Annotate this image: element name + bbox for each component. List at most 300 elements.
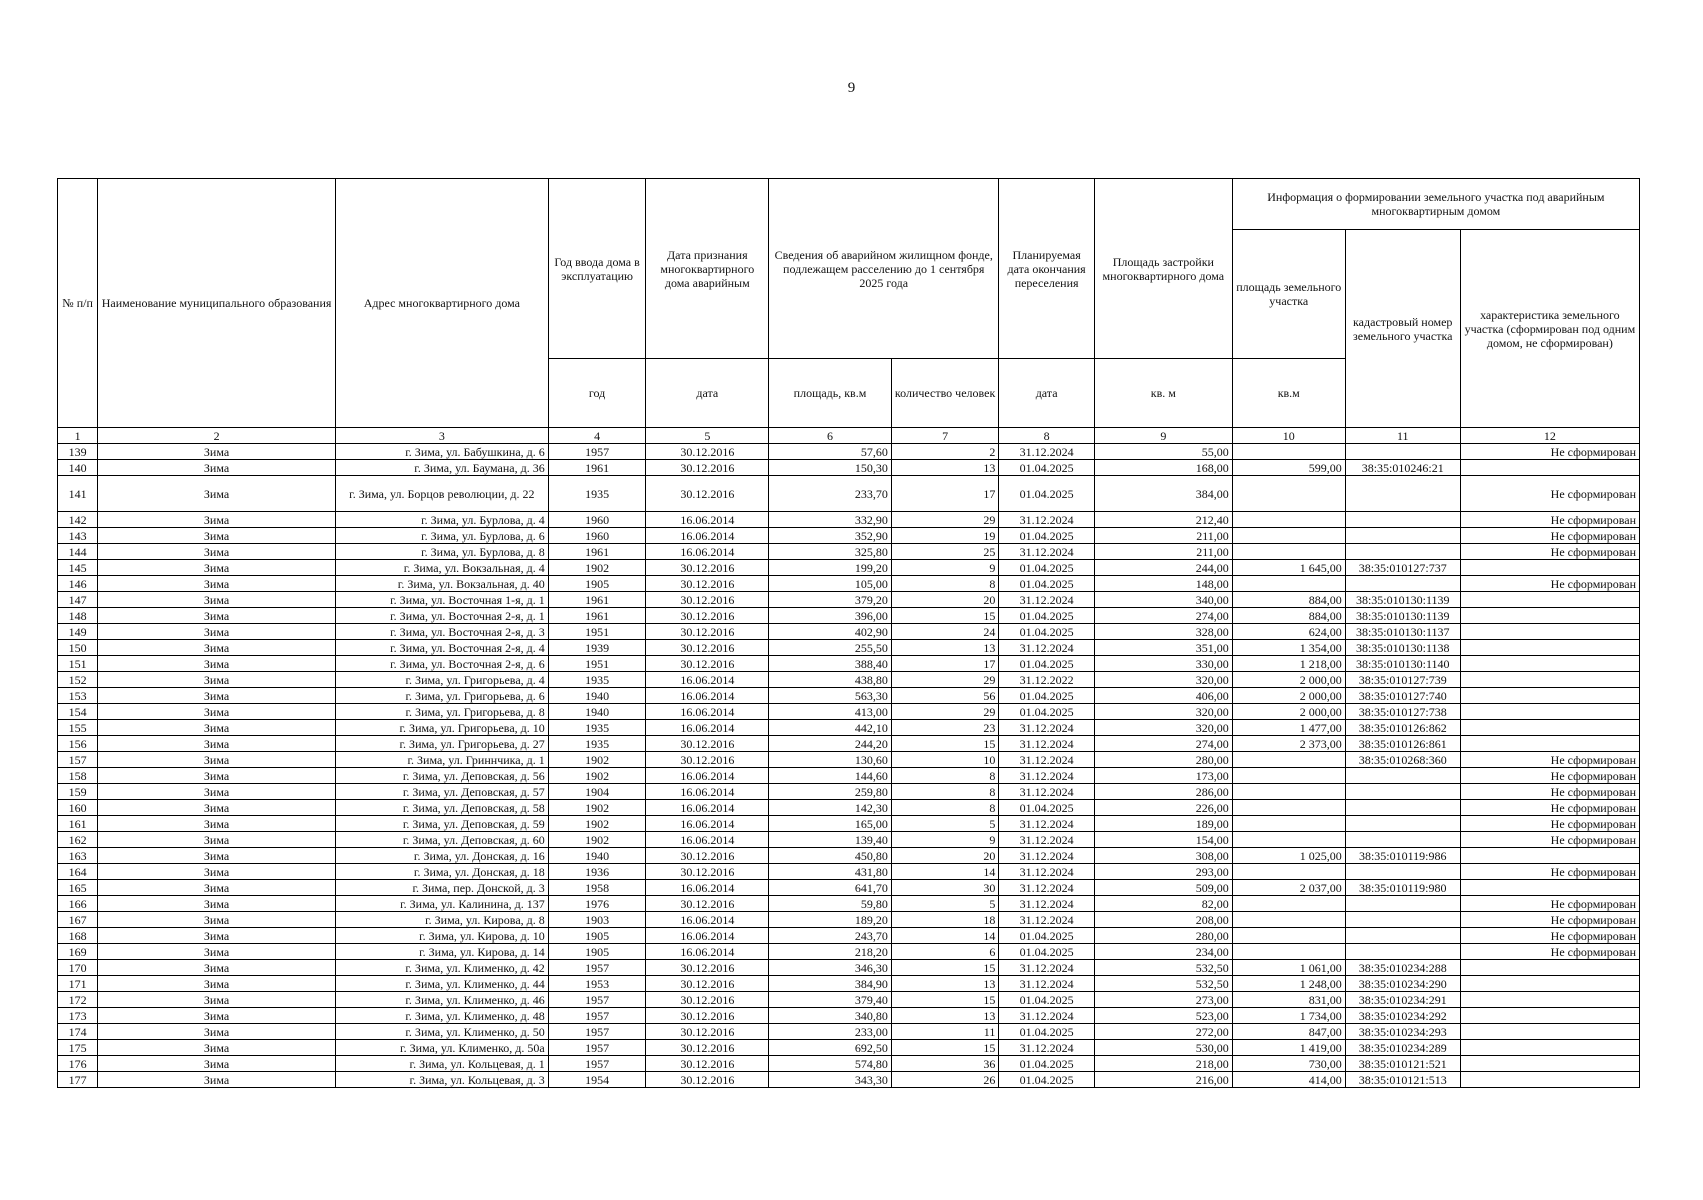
cell-municipality: Зима [98,608,336,624]
cell-area-sqm: 402,90 [769,624,892,640]
cell-row-num: 146 [58,576,98,592]
table-row [58,560,1640,576]
cell-building-area: 280,00 [1094,752,1232,768]
cell-land-status [1460,1024,1639,1040]
cell-cadastral-number: 38:35:010246:21 [1345,460,1460,476]
column-number-row [58,428,1640,444]
cell-building-area: 274,00 [1094,608,1232,624]
header-building-area: Площадь застройки многоквартирного дома [1094,179,1232,359]
cell-year-built: 1903 [548,912,646,928]
cell-planned-date: 01.04.2025 [999,1072,1095,1088]
cell-building-area: 530,00 [1094,1040,1232,1056]
cell-people-count: 15 [891,960,999,976]
cell-address: г. Зима, ул. Кирова, д. 8 [335,912,548,928]
cell-land-status [1460,848,1639,864]
cell-address: г. Зима, ул. Восточная 2-я, д. 4 [335,640,548,656]
table-row [58,576,1640,592]
column-number: 11 [1345,428,1460,444]
cell-year-built: 1954 [548,1072,646,1088]
page-number: 9 [847,80,856,96]
cell-land-area [1232,912,1345,928]
table-row [58,656,1640,672]
cell-municipality: Зима [98,976,336,992]
table-row [58,928,1640,944]
cell-building-area: 218,00 [1094,1056,1232,1072]
cell-year-built: 1902 [548,560,646,576]
table-row [58,672,1640,688]
cell-land-status [1460,976,1639,992]
cell-municipality: Зима [98,544,336,560]
cell-land-status [1460,672,1639,688]
cell-date-recognized: 16.06.2014 [646,944,769,960]
cell-land-area: 884,00 [1232,592,1345,608]
cell-land-area [1232,752,1345,768]
cell-planned-date: 01.04.2025 [999,528,1095,544]
cell-land-area [1232,864,1345,880]
cell-area-sqm: 352,90 [769,528,892,544]
cell-row-num: 158 [58,768,98,784]
cell-address: г. Зима, ул. Бурлова, д. 4 [335,512,548,528]
table-row [58,1056,1640,1072]
cell-land-area: 2 000,00 [1232,688,1345,704]
column-number: 7 [891,428,999,444]
table-row [58,976,1640,992]
cell-row-num: 172 [58,992,98,1008]
cell-municipality: Зима [98,816,336,832]
cell-cadastral-number: 38:35:010130:1137 [1345,624,1460,640]
cell-row-num: 139 [58,444,98,460]
cell-people-count: 8 [891,800,999,816]
cell-year-built: 1958 [548,880,646,896]
cell-row-num: 167 [58,912,98,928]
cell-cadastral-number: 38:35:010121:521 [1345,1056,1460,1072]
cell-date-recognized: 16.06.2014 [646,704,769,720]
cell-land-status: Не сформирован [1460,896,1639,912]
cell-row-num: 142 [58,512,98,528]
cell-cadastral-number: 38:35:010234:293 [1345,1024,1460,1040]
cell-year-built: 1961 [548,544,646,560]
cell-date-recognized: 16.06.2014 [646,688,769,704]
cell-land-status [1460,736,1639,752]
cell-year-built: 1940 [548,688,646,704]
table-row [58,1072,1640,1088]
cell-cadastral-number: 38:35:010119:980 [1345,880,1460,896]
cell-land-status: Не сформирован [1460,768,1639,784]
cell-date-recognized: 30.12.2016 [646,656,769,672]
cell-building-area: 189,00 [1094,816,1232,832]
cell-date-recognized: 30.12.2016 [646,1024,769,1040]
cell-municipality: Зима [98,800,336,816]
cell-building-area: 273,00 [1094,992,1232,1008]
cell-land-status: Не сформирован [1460,864,1639,880]
cell-building-area: 274,00 [1094,736,1232,752]
cell-building-area: 320,00 [1094,704,1232,720]
cell-municipality: Зима [98,944,336,960]
column-number: 5 [646,428,769,444]
table-row [58,460,1640,476]
table-row [58,992,1640,1008]
cell-building-area: 532,50 [1094,976,1232,992]
cell-row-num: 160 [58,800,98,816]
cell-row-num: 177 [58,1072,98,1088]
cell-people-count: 11 [891,1024,999,1040]
cell-land-status [1460,608,1639,624]
column-number: 6 [769,428,892,444]
cell-land-status: Не сформирован [1460,928,1639,944]
unit-sqm: кв. м [1094,359,1232,428]
cell-planned-date: 31.12.2024 [999,752,1095,768]
cell-area-sqm: 413,00 [769,704,892,720]
cell-address: г. Зима, ул. Деповская, д. 60 [335,832,548,848]
cell-municipality: Зима [98,880,336,896]
cell-building-area: 532,50 [1094,960,1232,976]
cell-year-built: 1905 [548,928,646,944]
table-row [58,944,1640,960]
cell-land-status [1460,560,1639,576]
cell-row-num: 143 [58,528,98,544]
cell-area-sqm: 332,90 [769,512,892,528]
table-row [58,1040,1640,1056]
cell-people-count: 30 [891,880,999,896]
cell-address: г. Зима, ул. Донская, д. 16 [335,848,548,864]
table-row [58,444,1640,460]
table-row [58,832,1640,848]
cell-land-status: Не сформирован [1460,832,1639,848]
emergency-housing-table [57,178,1640,1088]
cell-land-status [1460,1056,1639,1072]
cell-date-recognized: 16.06.2014 [646,816,769,832]
cell-address: г. Зима, ул. Клименко, д. 50 [335,1024,548,1040]
table-row [58,512,1640,528]
cell-row-num: 159 [58,784,98,800]
cell-area-sqm: 233,70 [769,476,892,512]
cell-municipality: Зима [98,992,336,1008]
cell-planned-date: 31.12.2024 [999,720,1095,736]
cell-year-built: 1940 [548,848,646,864]
cell-date-recognized: 30.12.2016 [646,444,769,460]
cell-date-recognized: 30.12.2016 [646,624,769,640]
cell-area-sqm: 218,20 [769,944,892,960]
cell-planned-date: 01.04.2025 [999,944,1095,960]
cell-land-area [1232,816,1345,832]
cell-building-area: 320,00 [1094,720,1232,736]
cell-year-built: 1939 [548,640,646,656]
cell-row-num: 156 [58,736,98,752]
cell-row-num: 141 [58,476,98,512]
cell-building-area: 82,00 [1094,896,1232,912]
cell-area-sqm: 165,00 [769,816,892,832]
cell-building-area: 208,00 [1094,912,1232,928]
cell-municipality: Зима [98,736,336,752]
cell-land-area: 1 248,00 [1232,976,1345,992]
table-row [58,864,1640,880]
cell-area-sqm: 388,40 [769,656,892,672]
cell-people-count: 17 [891,656,999,672]
cell-cadastral-number [1345,528,1460,544]
cell-area-sqm: 233,00 [769,1024,892,1040]
cell-municipality: Зима [98,460,336,476]
cell-people-count: 29 [891,704,999,720]
cell-municipality: Зима [98,752,336,768]
cell-municipality: Зима [98,704,336,720]
cell-planned-date: 01.04.2025 [999,688,1095,704]
cell-area-sqm: 259,80 [769,784,892,800]
cell-planned-date: 01.04.2025 [999,576,1095,592]
cell-date-recognized: 30.12.2016 [646,1072,769,1088]
cell-cadastral-number: 38:35:010130:1138 [1345,640,1460,656]
cell-planned-date: 31.12.2024 [999,960,1095,976]
cell-date-recognized: 30.12.2016 [646,736,769,752]
cell-people-count: 36 [891,1056,999,1072]
cell-cadastral-number [1345,476,1460,512]
cell-year-built: 1902 [548,768,646,784]
cell-land-area: 1 218,00 [1232,656,1345,672]
cell-cadastral-number [1345,768,1460,784]
cell-land-area: 1 645,00 [1232,560,1345,576]
cell-date-recognized: 30.12.2016 [646,460,769,476]
cell-land-area [1232,444,1345,460]
cell-building-area: 293,00 [1094,864,1232,880]
cell-land-area [1232,800,1345,816]
cell-address: г. Зима, ул. Бурлова, д. 8 [335,544,548,560]
unit-sqm-land: кв.м [1232,359,1345,428]
table-row [58,688,1640,704]
cell-municipality: Зима [98,896,336,912]
cell-cadastral-number: 38:35:010119:986 [1345,848,1460,864]
cell-people-count: 56 [891,688,999,704]
cell-municipality: Зима [98,624,336,640]
cell-cadastral-number: 38:35:010234:289 [1345,1040,1460,1056]
cell-building-area: 272,00 [1094,1024,1232,1040]
cell-year-built: 1904 [548,784,646,800]
cell-municipality: Зима [98,960,336,976]
cell-building-area: 351,00 [1094,640,1232,656]
cell-land-area [1232,544,1345,560]
cell-planned-date: 31.12.2024 [999,816,1095,832]
unit-date: дата [646,359,769,428]
cell-land-area: 730,00 [1232,1056,1345,1072]
table-row [58,624,1640,640]
cell-land-status [1460,880,1639,896]
cell-people-count: 13 [891,640,999,656]
cell-land-status: Не сформирован [1460,544,1639,560]
cell-land-area [1232,512,1345,528]
cell-land-area: 414,00 [1232,1072,1345,1088]
cell-cadastral-number [1345,444,1460,460]
cell-row-num: 147 [58,592,98,608]
cell-year-built: 1957 [548,444,646,460]
cell-land-area: 1 734,00 [1232,1008,1345,1024]
cell-municipality: Зима [98,1008,336,1024]
cell-date-recognized: 30.12.2016 [646,896,769,912]
cell-row-num: 153 [58,688,98,704]
cell-land-status: Не сформирован [1460,444,1639,460]
cell-planned-date: 31.12.2024 [999,640,1095,656]
cell-address: г. Зима, ул. Клименко, д. 42 [335,960,548,976]
cell-people-count: 8 [891,784,999,800]
cell-people-count: 24 [891,624,999,640]
cell-address: г. Зима, ул. Бурлова, д. 6 [335,528,548,544]
cell-date-recognized: 30.12.2016 [646,640,769,656]
cell-land-area: 2 037,00 [1232,880,1345,896]
cell-planned-date: 01.04.2025 [999,560,1095,576]
cell-year-built: 1905 [548,576,646,592]
cell-land-area: 847,00 [1232,1024,1345,1040]
cell-row-num: 140 [58,460,98,476]
cell-land-area: 2 000,00 [1232,672,1345,688]
cell-row-num: 171 [58,976,98,992]
cell-area-sqm: 130,60 [769,752,892,768]
cell-people-count: 26 [891,1072,999,1088]
cell-address: г. Зима, ул. Клименко, д. 48 [335,1008,548,1024]
cell-area-sqm: 431,80 [769,864,892,880]
cell-address: г. Зима, ул. Восточная 1-я, д. 1 [335,592,548,608]
cell-row-num: 168 [58,928,98,944]
cell-people-count: 13 [891,976,999,992]
cell-date-recognized: 16.06.2014 [646,672,769,688]
cell-year-built: 1957 [548,1056,646,1072]
cell-planned-date: 31.12.2024 [999,768,1095,784]
cell-municipality: Зима [98,560,336,576]
table-row [58,960,1640,976]
cell-area-sqm: 255,50 [769,640,892,656]
cell-cadastral-number [1345,576,1460,592]
cell-address: г. Зима, ул. Калинина, д. 137 [335,896,548,912]
cell-date-recognized: 30.12.2016 [646,752,769,768]
cell-municipality: Зима [98,576,336,592]
column-number: 10 [1232,428,1345,444]
header-cadastral: кадастровый номер земельного участка [1345,230,1460,428]
column-number: 1 [58,428,98,444]
column-number: 3 [335,428,548,444]
cell-address: г. Зима, ул. Деповская, д. 59 [335,816,548,832]
cell-year-built: 1961 [548,608,646,624]
cell-people-count: 9 [891,560,999,576]
cell-year-built: 1902 [548,752,646,768]
cell-planned-date: 31.12.2024 [999,736,1095,752]
cell-cadastral-number: 38:35:010234:291 [1345,992,1460,1008]
cell-planned-date: 01.04.2025 [999,1056,1095,1072]
cell-building-area: 212,40 [1094,512,1232,528]
cell-land-status [1460,688,1639,704]
column-number: 8 [999,428,1095,444]
cell-address: г. Зима, ул. Деповская, д. 58 [335,800,548,816]
cell-people-count: 20 [891,592,999,608]
cell-municipality: Зима [98,656,336,672]
header-municipality: Наименование муниципального образования [98,179,336,428]
cell-people-count: 15 [891,992,999,1008]
cell-municipality: Зима [98,640,336,656]
cell-land-area: 1 477,00 [1232,720,1345,736]
cell-building-area: 509,00 [1094,880,1232,896]
cell-cadastral-number [1345,800,1460,816]
table-row [58,544,1640,560]
header-year-built: Год ввода дома в эксплуатацию [548,179,646,359]
cell-municipality: Зима [98,912,336,928]
cell-building-area: 384,00 [1094,476,1232,512]
cell-people-count: 13 [891,460,999,476]
cell-municipality: Зима [98,848,336,864]
cell-address: г. Зима, ул. Донская, д. 18 [335,864,548,880]
cell-people-count: 14 [891,864,999,880]
cell-date-recognized: 30.12.2016 [646,476,769,512]
cell-land-status: Не сформирован [1460,576,1639,592]
cell-address: г. Зима, ул. Клименко, д. 46 [335,992,548,1008]
cell-year-built: 1953 [548,976,646,992]
cell-area-sqm: 189,20 [769,912,892,928]
cell-land-status [1460,624,1639,640]
cell-year-built: 1902 [548,816,646,832]
cell-area-sqm: 343,30 [769,1072,892,1088]
cell-address: г. Зима, ул. Григорьева, д. 8 [335,704,548,720]
cell-planned-date: 31.12.2024 [999,848,1095,864]
cell-year-built: 1957 [548,992,646,1008]
cell-row-num: 162 [58,832,98,848]
cell-land-area [1232,944,1345,960]
cell-people-count: 18 [891,912,999,928]
cell-planned-date: 31.12.2024 [999,1040,1095,1056]
cell-building-area: 173,00 [1094,768,1232,784]
cell-address: г. Зима, ул. Вокзальная, д. 4 [335,560,548,576]
cell-area-sqm: 438,80 [769,672,892,688]
cell-row-num: 165 [58,880,98,896]
cell-address: г. Зима, ул. Григорьева, д. 4 [335,672,548,688]
table-row [58,848,1640,864]
cell-year-built: 1961 [548,460,646,476]
cell-planned-date: 31.12.2024 [999,1008,1095,1024]
cell-land-status [1460,960,1639,976]
cell-planned-date: 31.12.2024 [999,912,1095,928]
cell-planned-date: 31.12.2022 [999,672,1095,688]
cell-land-status [1460,992,1639,1008]
cell-year-built: 1976 [548,896,646,912]
cell-cadastral-number [1345,512,1460,528]
cell-row-num: 155 [58,720,98,736]
cell-date-recognized: 30.12.2016 [646,976,769,992]
cell-land-status [1460,592,1639,608]
cell-cadastral-number [1345,784,1460,800]
cell-building-area: 216,00 [1094,1072,1232,1088]
cell-row-num: 148 [58,608,98,624]
cell-address: г. Зима, ул. Григорьева, д. 6 [335,688,548,704]
cell-people-count: 19 [891,528,999,544]
cell-land-area: 1 025,00 [1232,848,1345,864]
cell-area-sqm: 199,20 [769,560,892,576]
cell-land-area: 884,00 [1232,608,1345,624]
cell-area-sqm: 396,00 [769,608,892,624]
cell-municipality: Зима [98,672,336,688]
cell-building-area: 55,00 [1094,444,1232,460]
cell-people-count: 13 [891,1008,999,1024]
cell-date-recognized: 16.06.2014 [646,768,769,784]
cell-land-status: Не сформирован [1460,800,1639,816]
cell-date-recognized: 16.06.2014 [646,720,769,736]
cell-area-sqm: 57,60 [769,444,892,460]
cell-land-status [1460,656,1639,672]
cell-planned-date: 01.04.2025 [999,928,1095,944]
cell-planned-date: 01.04.2025 [999,992,1095,1008]
cell-date-recognized: 16.06.2014 [646,512,769,528]
cell-building-area: 244,00 [1094,560,1232,576]
cell-land-area [1232,528,1345,544]
cell-people-count: 15 [891,1040,999,1056]
cell-year-built: 1940 [548,704,646,720]
unit-year: год [548,359,646,428]
cell-area-sqm: 442,10 [769,720,892,736]
cell-year-built: 1905 [548,944,646,960]
cell-area-sqm: 144,60 [769,768,892,784]
cell-year-built: 1957 [548,960,646,976]
